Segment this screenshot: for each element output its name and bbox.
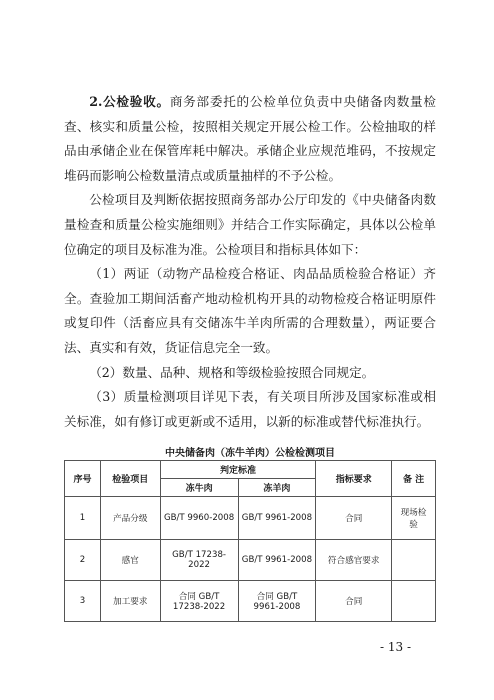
cell-no: 2 bbox=[65, 540, 101, 581]
cell-requirement: 符合感官要求 bbox=[316, 540, 392, 581]
cell-remark bbox=[392, 540, 436, 581]
cell-mutton: GB/T 9961-2008 bbox=[238, 540, 316, 581]
cell-mutton: GB/T 9961-2008 bbox=[238, 497, 316, 540]
cell-no: 3 bbox=[65, 581, 101, 622]
cell-item: 产品分级 bbox=[100, 497, 160, 540]
table-row bbox=[65, 497, 436, 540]
header-beef: 冻牛肉 bbox=[160, 479, 238, 497]
page-number: - 13 - bbox=[380, 640, 412, 654]
cell-item: 感官 bbox=[100, 540, 160, 581]
paragraph-quantity: （2）数量、品种、规格和等级检验按照合同规定。 bbox=[89, 364, 375, 380]
header-mutton: 冻羊肉 bbox=[238, 479, 316, 497]
header-requirement: 指标要求 bbox=[316, 461, 392, 497]
table-header-row bbox=[65, 461, 436, 479]
paragraph-inspection-body: 商务部委托的公检单位负责中央储备肉数量检查、核实和质量公检，按照相关规定开展公检工作。公检抽取的样品由承储企业在保管库耗中解决。承储企业应规范堆码，不按规定堆码而影响公检数量清点或质量抽样的不予公检。 bbox=[64, 94, 437, 183]
header-no: 序号 bbox=[65, 461, 101, 497]
cell-no: 1 bbox=[65, 497, 101, 540]
cell-item: 加工要求 bbox=[100, 581, 160, 622]
paragraph-certificates: （1）两证（动物产品检疫合格证、肉品品质检验合格证）齐全。查验加工期间活畜产地动检机构开具的动物检疫合格证明原件或复印件（活畜应具有交储冻牛羊肉所需的合理数量），两证要合法、真实和有效，货证信息完全一致。 bbox=[64, 266, 436, 355]
table-title: 中央储备肉（冻牛羊肉）公检检测项目 bbox=[165, 448, 335, 459]
table-row bbox=[65, 540, 436, 581]
table-row bbox=[65, 581, 436, 622]
body-text bbox=[64, 90, 436, 434]
header-standard: 判定标准 bbox=[160, 461, 316, 479]
cell-mutton: 合同 GB/T 9961-2008 bbox=[238, 581, 316, 622]
paragraph-inspection bbox=[64, 90, 436, 188]
inspection-table bbox=[64, 460, 436, 622]
cell-requirement: 合同 bbox=[316, 581, 392, 622]
cell-requirement: 合同 bbox=[316, 497, 392, 540]
section-heading: 2.公检验收。 bbox=[89, 94, 170, 109]
cell-remark bbox=[392, 581, 436, 622]
header-item: 检验项目 bbox=[100, 461, 160, 497]
header-remark: 备 注 bbox=[392, 461, 436, 497]
cell-beef: GB/T 9960-2008 bbox=[160, 497, 238, 540]
paragraph-quality: （3）质量检测项目详见下表，有关项目所涉及国家标准或相关标准，如有修订或更新或不适用，以新的标准或替代标准执行。 bbox=[64, 389, 436, 429]
cell-beef: 合同 GB/T 17238-2022 bbox=[160, 581, 238, 622]
cell-remark: 现场检验 bbox=[392, 497, 436, 540]
cell-beef: GB/T 17238-2022 bbox=[160, 540, 238, 581]
paragraph-items-basis: 公检项目及判断依据按照商务部办公厅印发的《中央储备肉数量检查和质量公检实施细则》并结合工作实际确定，具体以公检单位确定的项目及标准为准。公检项目和指标具体如下： bbox=[64, 192, 436, 257]
